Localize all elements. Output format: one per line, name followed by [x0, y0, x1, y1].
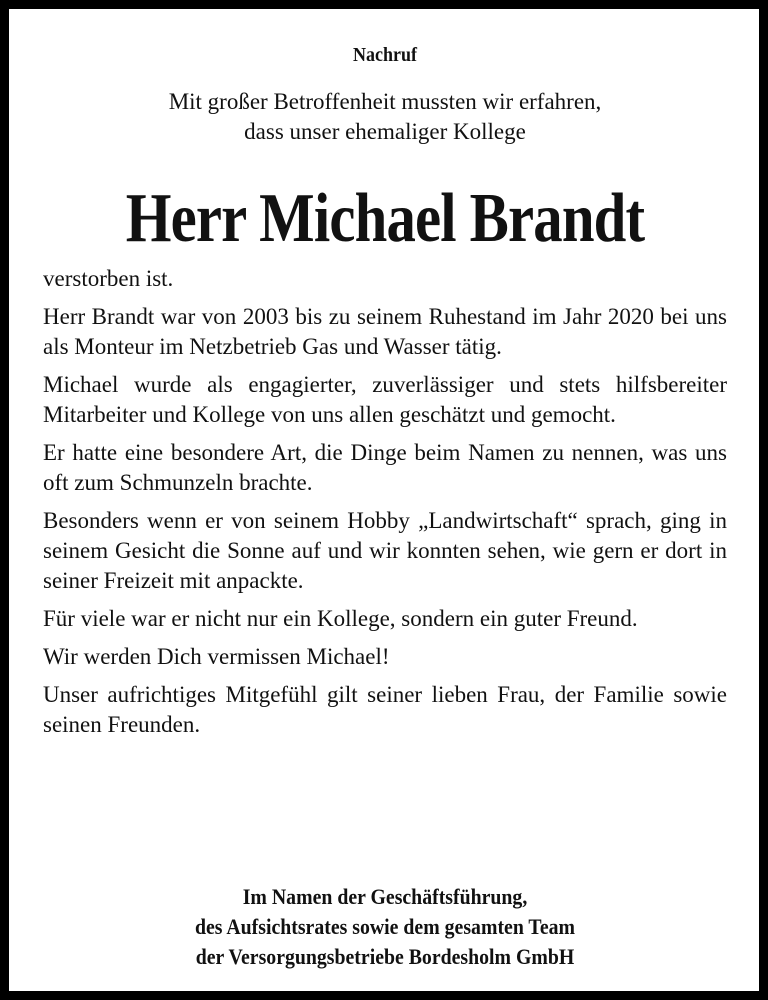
body-paragraph: Er hatte eine besondere Art, die Dinge beim Namen zu nennen, was uns oft zum Schmunzeln brachte.	[43, 440, 727, 495]
deceased-name: Herr Michael Brandt	[125, 180, 645, 257]
signature-block	[43, 882, 727, 972]
signature-line: der Versorgungsbetriebe Bordesholm GmbH	[195, 944, 575, 969]
body-paragraph: Unser aufrichtiges Mitgefühl gilt seiner lieben Frau, der Familie sowie seinen Freunden.	[43, 682, 727, 737]
intro-text	[43, 87, 727, 147]
signature-line: Im Namen der Geschäftsführung,	[242, 884, 528, 909]
intro-line: dass unser ehemaliger Kollege	[244, 119, 526, 144]
body-paragraph: Besonders wenn er von seinem Hobby „Landwirtschaft“ sprach, ging in seinem Gesicht die Sonne auf und wir konnten sehen, wie gern er dort in seiner Freizeit mit anpackte.	[43, 508, 727, 593]
notice-heading: Nachruf	[352, 44, 417, 66]
body-paragraph: Wir werden Dich vermissen Michael!	[43, 644, 390, 669]
notice-body	[43, 264, 727, 748]
obituary-notice	[9, 9, 759, 991]
intro-line: Mit großer Betroffenheit mussten wir erfahren,	[168, 89, 602, 114]
body-paragraph: verstorben ist.	[43, 266, 174, 291]
body-paragraph: Michael wurde als engagierter, zuverlässiger und stets hilfsbereiter Mitarbeiter und Kollege von uns allen geschätzt und gemocht.	[43, 372, 727, 427]
body-paragraph: Für viele war er nicht nur ein Kollege, sondern ein guter Freund.	[43, 606, 638, 631]
body-paragraph: Herr Brandt war von 2003 bis zu seinem Ruhestand im Jahr 2020 bei uns als Monteur im Netzbetrieb Gas und Wasser tätig.	[43, 304, 727, 359]
signature-line: des Aufsichtsrates sowie dem gesamten Team	[194, 914, 576, 939]
